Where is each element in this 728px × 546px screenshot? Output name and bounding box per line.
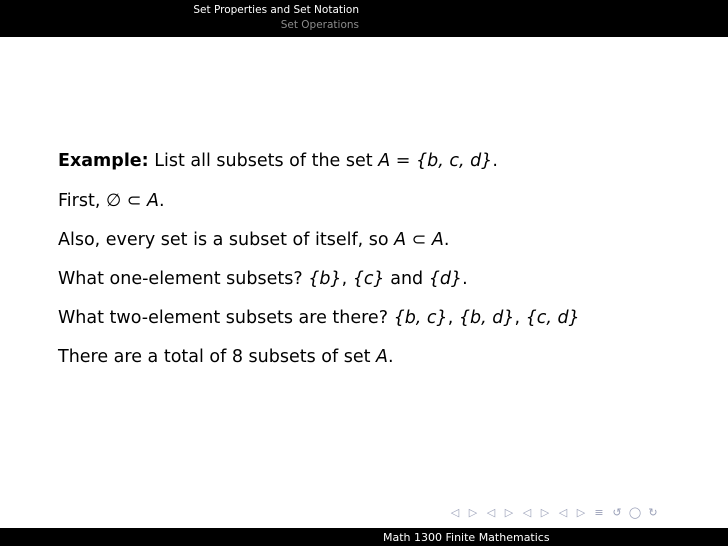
next-section-icon[interactable]: ▷: [576, 506, 586, 519]
set-definition: {b, c, d}: [416, 151, 493, 171]
prev-slide-icon[interactable]: ◁: [486, 506, 496, 519]
period: .: [462, 269, 468, 289]
next-frame-icon[interactable]: ▷: [468, 506, 478, 519]
subset-c: {c}: [352, 269, 385, 289]
also-line: [58, 230, 449, 250]
period: .: [443, 230, 450, 250]
footer-bar: [0, 528, 728, 546]
prev-subsection-icon[interactable]: ◁: [522, 506, 532, 519]
subsection-title[interactable]: Set Operations: [280, 19, 359, 31]
period: .: [492, 151, 498, 171]
one-element-text: What one-element subsets?: [58, 269, 303, 289]
also-text: Also, every set is a subset of itself, so: [58, 230, 389, 250]
subset-bd: {b, d}: [458, 308, 515, 328]
period: .: [388, 347, 394, 367]
set-symbol: A: [378, 151, 391, 171]
one-element-line: [58, 269, 468, 289]
example-line: [58, 151, 498, 171]
and-word: and: [390, 269, 424, 289]
first-line: [58, 191, 165, 211]
beamer-navigation: [446, 506, 662, 520]
header-section-nav: [0, 0, 363, 37]
course-title: Math 1300 Finite Mathematics: [383, 531, 550, 544]
comma: ,: [514, 308, 521, 328]
prev-frame-icon[interactable]: ◁: [450, 506, 460, 519]
prev-section-icon[interactable]: ◁: [558, 506, 568, 519]
set-a-math: A: [376, 347, 389, 367]
empty-subset-math: ∅ ⊂ A: [105, 191, 159, 211]
equals-sign: =: [395, 151, 411, 171]
section-title[interactable]: Set Properties and Set Notation: [193, 4, 359, 16]
two-element-line: [58, 308, 580, 328]
example-text: List all subsets of the set: [154, 151, 373, 171]
comma: ,: [341, 269, 348, 289]
header-bar: [0, 0, 728, 37]
back-icon[interactable]: ↺: [612, 506, 622, 519]
comma: ,: [447, 308, 454, 328]
first-text: First,: [58, 191, 101, 211]
self-subset-math: A ⊂ A: [394, 230, 444, 250]
subset-cd: {c, d}: [525, 308, 580, 328]
two-element-text: What two-element subsets are there?: [58, 308, 388, 328]
total-line: [58, 347, 394, 367]
menu-icon[interactable]: ≡: [594, 506, 604, 519]
next-slide-icon[interactable]: ▷: [504, 506, 514, 519]
forward-icon[interactable]: ↻: [648, 506, 658, 519]
total-text: There are a total of 8 subsets of set: [58, 347, 371, 367]
subset-d: {d}: [428, 269, 463, 289]
subset-bc: {b, c}: [393, 308, 448, 328]
search-icon[interactable]: ◯: [628, 506, 642, 519]
next-subsection-icon[interactable]: ▷: [540, 506, 550, 519]
subset-b: {b}: [308, 269, 342, 289]
period: .: [159, 191, 165, 211]
example-label: Example:: [58, 151, 149, 171]
